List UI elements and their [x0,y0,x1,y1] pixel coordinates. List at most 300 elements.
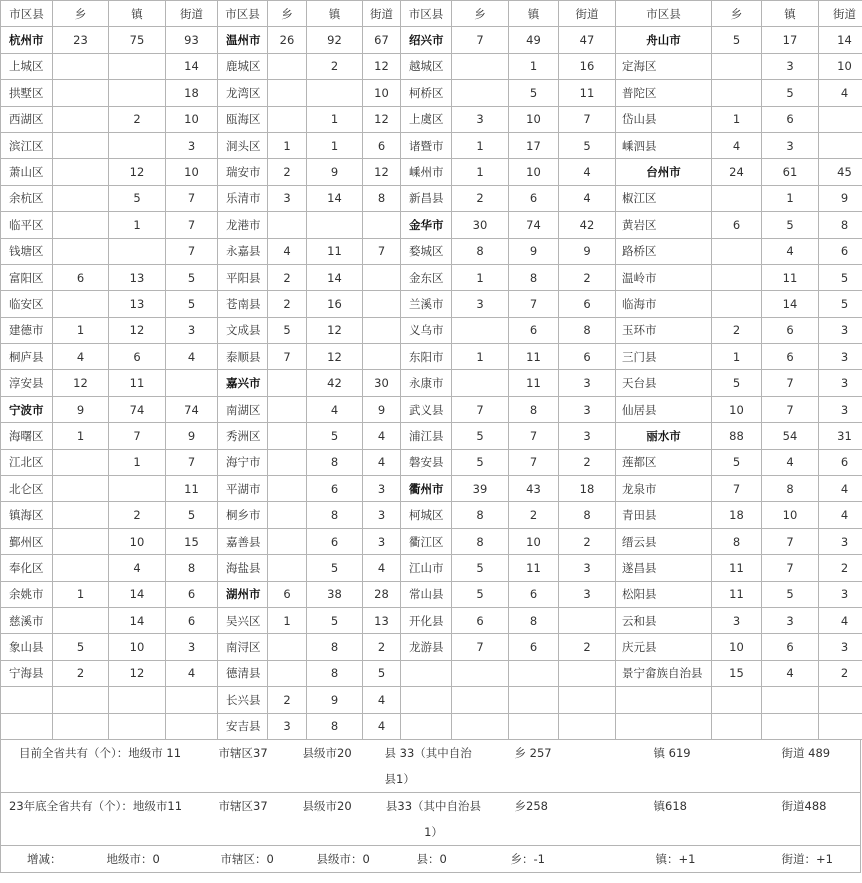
jiedao-count-cell: 12 [363,159,401,185]
jiedao-count-cell [166,687,218,713]
jiedao-count-cell: 6 [559,291,616,317]
zhen-count-cell: 5 [307,423,363,449]
district-name-cell: 遂昌县 [616,555,712,581]
table-row [1,238,862,264]
district-name-cell [616,687,712,713]
district-name-cell: 岱山县 [616,106,712,132]
district-name-cell: 镇海区 [1,502,53,528]
jiedao-count-cell: 5 [166,502,218,528]
zhen-count-cell: 7 [509,449,559,475]
jiedao-count-cell: 3 [363,502,401,528]
change-counties: 县：0 [393,845,501,872]
zhen-count-cell: 17 [509,132,559,158]
district-name-cell: 余杭区 [1,185,53,211]
district-name-cell: 椒江区 [616,185,712,211]
zhen-count-cell: 11 [509,344,559,370]
column-header: 乡 [53,1,109,27]
zhen-count-cell: 49 [509,27,559,53]
xiang-count-cell: 5 [712,449,762,475]
jiedao-count-cell [819,687,862,713]
district-name-cell: 嵊泗县 [616,132,712,158]
jiedao-count-cell: 2 [819,555,862,581]
district-name-cell: 云和县 [616,607,712,633]
xiang-count-cell: 9 [53,396,109,422]
zhen-count-cell: 7 [762,555,819,581]
xiang-count-cell [712,687,762,713]
zhen-count-cell: 3 [762,132,819,158]
xiang-count-cell: 7 [712,476,762,502]
xiang-count-cell [712,713,762,739]
xiang-count-cell: 8 [712,528,762,554]
district-name-cell: 吴兴区 [218,607,268,633]
jiedao-count-cell: 3 [559,396,616,422]
zhen-count-cell: 12 [109,159,166,185]
jiedao-count-cell: 4 [559,185,616,211]
zhen-count-cell: 6 [307,476,363,502]
xiang-count-cell [268,106,307,132]
zhen-count-cell: 5 [762,80,819,106]
district-name-cell: 宁海县 [1,660,53,686]
xiang-count-cell: 5 [712,370,762,396]
xiang-count-cell: 1 [268,132,307,158]
zhen-count-cell: 12 [307,344,363,370]
table-row [1,291,862,317]
jiedao-count-cell: 8 [559,502,616,528]
district-name-cell: 东阳市 [401,344,452,370]
zhen-count-cell: 10 [762,502,819,528]
jiedao-count-cell: 9 [819,185,862,211]
table-row [1,159,862,185]
xiang-count-cell: 11 [712,555,762,581]
xiang-count-cell: 6 [452,607,509,633]
xiang-count-cell: 2 [268,291,307,317]
change-table [0,845,861,873]
xiang-count-cell [53,159,109,185]
district-name-cell [1,687,53,713]
jiedao-count-cell: 4 [819,502,862,528]
zhen-count-cell: 14 [307,264,363,290]
jiedao-count-cell: 7 [166,212,218,238]
zhen-count-cell: 5 [762,581,819,607]
district-name-cell: 临安区 [1,291,53,317]
column-header: 乡 [452,1,509,27]
jiedao-count-cell: 3 [819,581,862,607]
xiang-count-cell: 3 [268,185,307,211]
zhen-count-cell: 14 [307,185,363,211]
xiang-count-cell [53,238,109,264]
jiedao-count-cell: 3 [819,528,862,554]
xiang-count-cell: 1 [452,264,509,290]
summary-row-change [1,845,861,872]
table-row [1,53,862,79]
xiang-count-cell [53,449,109,475]
xiang-count-cell: 10 [712,396,762,422]
zhen-count-cell: 6 [762,344,819,370]
jiedao-count-cell [363,264,401,290]
column-header: 乡 [268,1,307,27]
zhen-count-cell: 74 [109,396,166,422]
district-name-cell: 泰顺县 [218,344,268,370]
xiang-count-cell: 15 [712,660,762,686]
jiedao-count-cell: 30 [363,370,401,396]
xiang-count-cell: 5 [53,634,109,660]
xiang-count-cell: 6 [53,264,109,290]
jiedao-count-cell: 12 [363,53,401,79]
district-name-cell: 松阳县 [616,581,712,607]
district-name-cell: 乐清市 [218,185,268,211]
jiedao-count-cell: 12 [363,106,401,132]
zhen-count-cell [509,660,559,686]
zhen-count-cell: 14 [109,607,166,633]
zhen-count-cell: 6 [509,317,559,343]
jiedao-count-cell: 3 [166,317,218,343]
change-label: 增减： [1,845,101,872]
district-name-cell: 天台县 [616,370,712,396]
zhen-count-cell: 12 [109,317,166,343]
district-name-cell: 江北区 [1,449,53,475]
table-row [1,660,862,686]
jiedao-count-cell: 47 [559,27,616,53]
jiedao-count-cell [166,713,218,739]
district-name-cell: 文成县 [218,317,268,343]
zhen-count-cell: 6 [509,634,559,660]
zhen-count-cell: 75 [109,27,166,53]
column-header: 镇 [307,1,363,27]
zhen-count-cell [307,80,363,106]
zhen-count-cell: 2 [307,53,363,79]
jiedao-count-cell: 5 [363,660,401,686]
zhen-count-cell: 7 [762,370,819,396]
jiedao-count-cell: 4 [559,159,616,185]
table-row [1,264,862,290]
zhen-count-cell: 11 [762,264,819,290]
jiedao-count-cell [559,687,616,713]
zhen-count-cell: 1 [109,212,166,238]
table-row [1,132,862,158]
jiedao-count-cell: 13 [363,607,401,633]
jiedao-count-cell: 18 [559,476,616,502]
xiang-count-cell [452,713,509,739]
jiedao-count-cell: 67 [363,27,401,53]
district-name-cell: 平阳县 [218,264,268,290]
zhen-count-cell [762,713,819,739]
zhen-count-cell: 6 [762,634,819,660]
xiang-count-cell: 7 [452,396,509,422]
district-name-cell: 富阳区 [1,264,53,290]
table-row [1,106,862,132]
xiang-count-cell: 7 [452,634,509,660]
xiang-count-cell [268,53,307,79]
district-name-cell: 丽水市 [616,423,712,449]
summary-row-end23 [1,792,861,845]
jiedao-count-cell: 28 [363,581,401,607]
xiang-count-cell: 30 [452,212,509,238]
zhen-count-cell: 5 [307,555,363,581]
xiang-count-cell: 2 [452,185,509,211]
xiang-count-cell [268,396,307,422]
district-name-cell: 秀洲区 [218,423,268,449]
district-name-cell: 德清县 [218,660,268,686]
district-name-cell: 嘉兴市 [218,370,268,396]
xiang-count-cell: 5 [452,555,509,581]
column-header: 乡 [712,1,762,27]
zhen-count-cell: 8 [307,713,363,739]
zhen-count-cell: 4 [762,238,819,264]
change-prefecture: 地级市：0 [101,845,211,872]
xiang-count-cell [712,80,762,106]
summary-end23-counties: 县33（其中自治县1） [381,792,501,845]
district-name-cell: 开化县 [401,607,452,633]
district-name-cell: 金华市 [401,212,452,238]
jiedao-count-cell: 14 [166,53,218,79]
column-header: 街道 [166,1,218,27]
xiang-count-cell: 11 [712,581,762,607]
xiang-count-cell [53,132,109,158]
table-row [1,581,862,607]
xiang-count-cell: 12 [53,370,109,396]
summary-current-districts: 市辖区37 [211,739,301,792]
jiedao-count-cell: 6 [166,581,218,607]
summary-row-current [1,739,861,792]
jiedao-count-cell: 6 [559,344,616,370]
xiang-count-cell [268,476,307,502]
district-name-cell: 奉化区 [1,555,53,581]
zhen-count-cell: 8 [307,449,363,475]
jiedao-count-cell: 5 [166,264,218,290]
column-header: 镇 [762,1,819,27]
jiedao-count-cell: 11 [559,80,616,106]
district-name-cell: 龙湾区 [218,80,268,106]
zhen-count-cell: 6 [307,528,363,554]
table-row [1,185,862,211]
xiang-count-cell: 18 [712,502,762,528]
jiedao-count-cell: 74 [166,396,218,422]
xiang-count-cell [452,660,509,686]
zhen-count-cell: 9 [307,687,363,713]
zhen-count-cell [509,713,559,739]
xiang-count-cell [53,53,109,79]
xiang-count-cell: 88 [712,423,762,449]
jiedao-count-cell: 4 [363,423,401,449]
jiedao-count-cell: 8 [363,185,401,211]
zhen-count-cell: 4 [109,555,166,581]
zhen-count-cell: 4 [307,396,363,422]
jiedao-count-cell: 4 [363,713,401,739]
xiang-count-cell: 23 [53,27,109,53]
zhen-count-cell: 13 [109,264,166,290]
jiedao-count-cell: 4 [363,555,401,581]
district-name-cell: 滨江区 [1,132,53,158]
district-name-cell: 临平区 [1,212,53,238]
zhen-count-cell: 2 [509,502,559,528]
jiedao-count-cell: 3 [819,317,862,343]
xiang-count-cell [53,528,109,554]
district-name-cell: 龙泉市 [616,476,712,502]
xiang-count-cell: 5 [452,581,509,607]
jiedao-count-cell: 3 [819,344,862,370]
district-name-cell: 海宁市 [218,449,268,475]
jiedao-count-cell [363,317,401,343]
xiang-count-cell: 5 [712,27,762,53]
table-row [1,713,862,739]
district-name-cell: 新昌县 [401,185,452,211]
zhen-count-cell: 10 [509,528,559,554]
xiang-count-cell [712,185,762,211]
jiedao-count-cell [819,106,862,132]
xiang-count-cell: 5 [268,317,307,343]
zhen-count-cell [109,53,166,79]
district-name-cell: 婺城区 [401,238,452,264]
district-name-cell: 越城区 [401,53,452,79]
jiedao-count-cell: 10 [166,106,218,132]
xiang-count-cell [268,370,307,396]
xiang-count-cell: 3 [452,106,509,132]
xiang-count-cell: 1 [452,132,509,158]
jiedao-count-cell: 4 [363,449,401,475]
xiang-count-cell: 26 [268,27,307,53]
table-row [1,449,862,475]
district-name-cell: 温岭市 [616,264,712,290]
zhen-count-cell: 4 [762,449,819,475]
district-name-cell: 浦江县 [401,423,452,449]
district-name-cell: 慈溪市 [1,607,53,633]
jiedao-count-cell: 31 [819,423,862,449]
table-row [1,423,862,449]
summary-current-jiedao: 街道 489 [756,739,861,792]
district-name-cell: 安吉县 [218,713,268,739]
zhen-count-cell [109,713,166,739]
summary-current-label: 目前全省共有（个）：地级市 11 [1,739,211,792]
summary-end23-jiedao: 街道488 [756,792,861,845]
xiang-count-cell: 24 [712,159,762,185]
district-name-cell: 兰溪市 [401,291,452,317]
district-name-cell: 青田县 [616,502,712,528]
jiedao-count-cell: 3 [363,476,401,502]
district-name-cell: 三门县 [616,344,712,370]
column-header: 市区县 [401,1,452,27]
jiedao-count-cell: 5 [819,264,862,290]
zhen-count-cell: 17 [762,27,819,53]
district-name-cell: 南浔区 [218,634,268,660]
xiang-count-cell: 2 [268,264,307,290]
district-name-cell: 平湖市 [218,476,268,502]
xiang-count-cell: 1 [268,607,307,633]
column-header: 市区县 [1,1,53,27]
xiang-count-cell [53,687,109,713]
district-name-cell [401,660,452,686]
xiang-count-cell: 2 [268,687,307,713]
xiang-count-cell: 3 [268,713,307,739]
change-county-cities: 县级市：0 [303,845,393,872]
xiang-count-cell: 3 [712,607,762,633]
table-row [1,476,862,502]
zhen-count-cell: 92 [307,27,363,53]
jiedao-count-cell: 7 [166,449,218,475]
district-name-cell: 淳安县 [1,370,53,396]
jiedao-count-cell: 3 [559,555,616,581]
jiedao-count-cell: 6 [819,449,862,475]
jiedao-count-cell: 16 [559,53,616,79]
table-row [1,555,862,581]
district-name-cell [616,713,712,739]
zhen-count-cell: 14 [762,291,819,317]
table-row [1,317,862,343]
zhen-count-cell: 6 [762,317,819,343]
district-name-cell: 缙云县 [616,528,712,554]
jiedao-count-cell: 6 [166,607,218,633]
jiedao-count-cell [819,713,862,739]
district-name-cell: 嵊州市 [401,159,452,185]
zhen-count-cell: 43 [509,476,559,502]
xiang-count-cell [53,80,109,106]
zhen-count-cell [109,476,166,502]
district-name-cell: 长兴县 [218,687,268,713]
jiedao-count-cell: 5 [819,291,862,317]
zhen-count-cell: 7 [109,423,166,449]
district-name-cell: 嘉善县 [218,528,268,554]
jiedao-count-cell: 7 [559,106,616,132]
district-name-cell: 南湖区 [218,396,268,422]
xiang-count-cell: 5 [452,423,509,449]
xiang-count-cell [53,291,109,317]
xiang-count-cell: 1 [712,344,762,370]
district-name-cell: 西湖区 [1,106,53,132]
district-name-cell: 柯桥区 [401,80,452,106]
zhen-count-cell: 14 [109,581,166,607]
jiedao-count-cell: 2 [559,634,616,660]
xiang-count-cell [452,370,509,396]
district-name-cell: 温州市 [218,27,268,53]
zhen-count-cell [109,80,166,106]
district-name-cell: 武义县 [401,396,452,422]
district-name-cell: 庆元县 [616,634,712,660]
zhen-count-cell: 74 [509,212,559,238]
jiedao-count-cell [559,607,616,633]
column-header: 镇 [109,1,166,27]
jiedao-count-cell: 9 [363,396,401,422]
district-name-cell: 海盐县 [218,555,268,581]
xiang-count-cell [268,502,307,528]
xiang-count-cell [712,238,762,264]
jiedao-count-cell: 5 [166,291,218,317]
xiang-count-cell [452,80,509,106]
zhen-count-cell: 3 [762,607,819,633]
district-name-cell: 衢州市 [401,476,452,502]
zhen-count-cell: 1 [307,132,363,158]
jiedao-count-cell: 3 [559,423,616,449]
xiang-count-cell: 6 [268,581,307,607]
district-name-cell: 瑞安市 [218,159,268,185]
jiedao-count-cell: 5 [559,132,616,158]
zhen-count-cell [762,687,819,713]
summary-current-county-cities: 县级市20 [301,739,381,792]
zhen-count-cell: 7 [509,423,559,449]
district-name-cell [1,713,53,739]
district-name-cell: 桐庐县 [1,344,53,370]
jiedao-count-cell: 4 [166,344,218,370]
district-name-cell: 上城区 [1,53,53,79]
district-name-cell: 莲都区 [616,449,712,475]
xiang-count-cell [53,476,109,502]
zhen-count-cell: 42 [307,370,363,396]
district-name-cell: 上虞区 [401,106,452,132]
district-name-cell: 龙游县 [401,634,452,660]
xiang-count-cell [268,634,307,660]
jiedao-count-cell: 3 [559,581,616,607]
summary-end23-label: 23年底全省共有（个）：地级市11 [1,792,211,845]
jiedao-count-cell: 3 [363,528,401,554]
zhen-count-cell: 2 [109,502,166,528]
